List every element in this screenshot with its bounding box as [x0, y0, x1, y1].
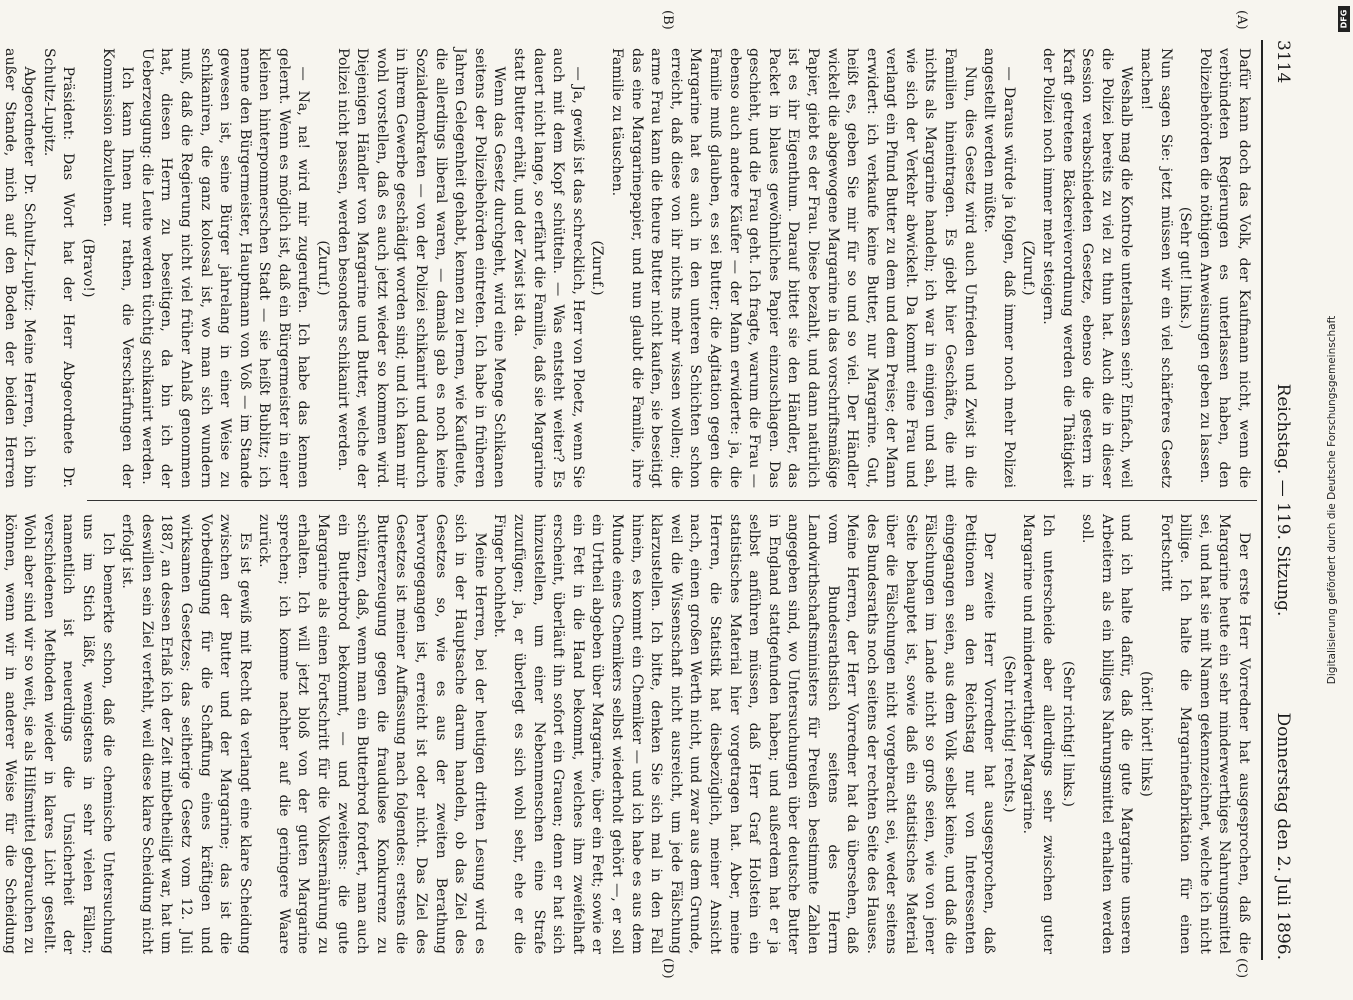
- margin-marker-d: (D): [660, 958, 675, 979]
- session-date: Donnerstag den 2. Juli 1896.: [1273, 712, 1293, 960]
- right-text-column: [1, 514, 1253, 954]
- dfg-logo-text: DFG: [1339, 9, 1349, 29]
- interjection: (hört! hört! links): [1138, 671, 1155, 797]
- paragraph: — Daraus würde ja folgen, daß immer noch mehr Polizei angestellt werden müßte.: [981, 48, 1017, 488]
- margin-marker-c: (C): [1234, 958, 1249, 979]
- margin-marker-a: (A): [1234, 10, 1249, 30]
- paragraph: Es ist gewiß mit Recht da verlangt eine klare Scheidung zwischen der Butter und der Margarine; das ist die Vorbedingung für die Schaffung eines kräftigen und wirksamen Gesetzes; das seitherige Gesetz vom 12. Juli 1887, an dessen Erlaß ich der Zeit mitbetheiligt war, hat um deswillen sein Ziel verfehlt, weil diese klare Scheidung nicht erfolgt ist.: [119, 514, 253, 954]
- paragraph: Nun, dies Gesetz wird auch Unfrieden und Zwist in die Familien hineintragen. Es giebt hier Geschäfte, die mit nichts als Margarine handeln; ich war in einigen und sah, wie sich der Verkehr abwickelt. Da kommt eine Frau und verlangt ein Pfund Butter zu dem und dem Preise; der Mann erwidert: ich verkaufe keine Butter, nur Margarine. Gut, heißt es, geben Sie mir für so und so viel. Der Händler wickelt die abgewogene Margarine in das vorschriftsmäßige Papier, giebt es der Frau. Diese bezahlt, und dann natürlich ist es ihr Eigenthum. Darauf bittet sie den Händler, das Packet in blaues gewöhnliches Papier einzuschlagen. Das geschieht, und die Frau geht. Ich fragte, warum die Frau — ebenso auch andere Käufer — der Mann erwiderte: ja, die Familie muß glauben, es sei Butter; die Agitation gegen die Margarine hat es auch in den unteren Schichten schon erreicht, daß diese von ihr nichts mehr wissen wollen; die arme Frau kann die theure Butter nicht kaufen, sie beseitigt das eine Margarinepapier, und nun glaubt die Familie, ihre Familie zu täuschen.: [609, 48, 978, 488]
- interjection: (Sehr richtig! rechts.): [1000, 655, 1017, 813]
- speaker-paragraph: Präsident: Das Wort hat der Herr Abgeordnete Dr. Schultz-Lupitz.: [40, 48, 77, 488]
- paragraph: Wenn das Gesetz durchgeht, wird eine Menge Schikanen seitens der Polizeibehörden eintreten. Ich habe in früheren Jahren Gelegenheit gehabt, kennen zu lernen, wie Kaufleute, die allerdings liberal waren, — damals gab es noch keine Sozialdemokraten — von der Polizei schikanirt und dadurch in ihrem Gewerbe geschädigt worden sind; und ich kann mir wohl vorstellen, daß es auch jetzt wieder so kommen wird. Diejenigen Händler von Margarine und Butter, welche der Polizei nicht passen, werden besonders schikanirt werden.: [334, 48, 508, 488]
- left-text-column: [1, 48, 1253, 488]
- paragraph: Ich unterscheide aber allerdings sehr zwischen guter Margarine und minderwerthiger Margarine.: [1020, 514, 1057, 954]
- column-divider: [87, 500, 1257, 501]
- interjection: (Sehr richtig! links.): [1059, 660, 1076, 808]
- paragraph: Dafür kann doch das Volk, der Kaufmann nicht, wenn die verbündeten Regierungen es unterlassen haben, den Polizeibehörden die nöthigen Anweisungen geben zu lassen.: [1196, 48, 1252, 488]
- rotated-page: [1, 0, 1315, 1000]
- page-number: 3114: [1273, 40, 1293, 84]
- speaker-paragraph: Abgeordneter Dr. Schultz-Lupitz: Meine Herren, ich bin außer Stande, mich auf den Boden der beiden Herren: [1, 48, 38, 488]
- dfg-logo: [1338, 6, 1350, 32]
- interjection: (Zuruf.): [1020, 240, 1037, 296]
- paragraph: und ich halte dafür, daß die gute Margarine unseren Arbeitern als ein billiges Nahrungsmittel erhalten werden soll.: [1079, 514, 1135, 954]
- digitization-note: [1320, 20, 1344, 980]
- paragraph: Der erste Herr Vorredner hat ausgesprochen, daß die Margarine heute ein sehr minderwerthiges Nahrungsmittel sei, und hat sie mit Namen gekennzeichnet, welche ich nicht billige. Ich halte die Margarinefabrikation für einen Fortschritt: [1157, 514, 1252, 954]
- digitization-note-text: Digitalisierung gefördert durch die Deutsche Forschungsgemeinschaft: [1326, 315, 1338, 685]
- page-header: [1267, 40, 1297, 960]
- interjection: (Zuruf.): [315, 240, 332, 296]
- paragraph: Weshalb mag die Kontrole unterlassen sein? Einfach, weil die Polizei bereits zu viel zu thun hat. Auch die in dieser Session verabschiedeten Gesetze, ebenso die gestern in Kraft getretene Bäckereiverordnung werden die Thätigkeit der Polizei noch immer mehr steigern.: [1040, 48, 1135, 488]
- session-title: Reichstag. — 119. Sitzung.: [1273, 383, 1293, 617]
- header-rule: [1261, 40, 1263, 960]
- interjection: (Zuruf.): [589, 240, 606, 296]
- paragraph: — Na, na! wird mir zugerufen. Ich habe das kennen gelernt. Wenn es möglich ist, daß ein Bürgermeister in einer kleinen hinterpommerschen Stadt — sie heißt Bublitz; ich nenne den Bürgermeister, Hauptmann von Voß — im Stande gewesen ist, seine Bürger jahrelang in einer Weise zu schikaniren, die ganz kolossal ist, wo man sich wundern muß, daß die Regierung nicht viel früher Anlaß genommen hat, diesen Herrn zu beseitigen, da bin ich der Ueberzeugung: die Leute werden tüchtig schikanirt werden.: [138, 48, 312, 488]
- paragraph: Nun sagen Sie: jetzt müssen wir ein viel schärferes Gesetz machen!: [1138, 48, 1174, 488]
- interjection: (Bravo!): [79, 238, 96, 298]
- margin-marker-b: (B): [660, 10, 675, 30]
- paragraph: Der zweite Herr Vorredner hat ausgesprochen, daß Petitionen an den Reichstag nur von Interessenten eingegangen seien, aus dem Volk selbst keine, und daß die Fälschungen im Lande nicht so groß seien, wie von jener Seite behauptet ist, sowie daß ein statistisches Material über die Fälschungen nicht vorgebracht sei, weder seitens des Bundesraths noch seitens der rechten Seite des Hauses. Meine Herren, der Herr Vorredner hat da übersehen, daß vom Bundesrathstisch seitens des Herrn Landwirthschaftsministers für Preußen bestimmte Zahlen angegeben sind, wo Untersuchungen über deutsche Butter in England stattgefunden haben; und außerdem hat er ja selbst anführen müssen, daß Herr Graf Holstein ein statistisches Material hier vorgetragen hat. Aber, meine Herren, die Statistik hat diesbezüglich, meiner Ansicht nach, einen großen Werth nicht, und zwar aus dem Grunde, weil die Wissenschaft nicht ausreicht, um jede Fälschung klarzustellen. Ich bitte, denken Sie sich mal in den Fall hinein, es kommt ein Chemiker — und ich habe es aus dem Munde eines Chemikers selbst wiederholt gehört —, er soll ein Urtheil abgeben über Margarine, über ein Fett; sowie er ein Fett in die Hand bekommt, welches ihm zweifelhaft erscheint, überläuft ihn sofort ein Grauen; denn er hat sich hinzustellen, um einer Nebenmenschen eine Strafe zuzufügen; ja, er überlegt es sich wohl sehr, ehe er die Finger hochhebt.: [491, 514, 998, 954]
- paragraph: Ich kann Ihnen nur rathen, die Verschärfungen der Kommission abzulehnen.: [99, 48, 136, 488]
- paragraph: — Ja, gewiß ist das schrecklich, Herr von Ploetz, wenn Sie auch mit dem Kopf schütteln. — Was entsteht weiter? Es dauert nicht lange, so erfährt die Familie, daß sie Margarine statt Butter erhält, und der Zwist ist da.: [511, 48, 586, 488]
- interjection: (Sehr gut! links.): [1177, 206, 1194, 330]
- paragraph: Meine Herren, bei der heutigen dritten Lesung wird es sich in der Hauptsache darum handeln, ob das Ziel des Gesetzes so, wie es aus der zweiten Berathung hervorgegangen ist, erreicht ist oder nicht. Das Ziel des Gesetzes ist meiner Auffassung nach folgendes: erstens die Buttererzeugung gegen die frauduløse Konkurrenz zu schützen, daß, wenn man ein Butterbrod fordert, man auch ein Butterbrod bekommt, — und zweitens: die gute Margarine als einen Fortschritt für die Volksernährung zu erhalten. Ich will jetzt bloß von der guten Margarine sprechen; ich komme nachher auf die geringere Waare zurück.: [256, 514, 488, 954]
- paragraph: Ich bemerkte schon, daß die chemische Untersuchung uns im Stich läßt, wenigstens in sehr vielen Fällen; namentlich ist neuerdings die Unsicherheit der verschiedenen Methoden wieder in klares Licht gestellt. Wohl aber sind wir so weit, sie als Hilfsmittel gebrauchen zu können, wenn wir in anderer Weise für die Scheidung: [1, 514, 116, 954]
